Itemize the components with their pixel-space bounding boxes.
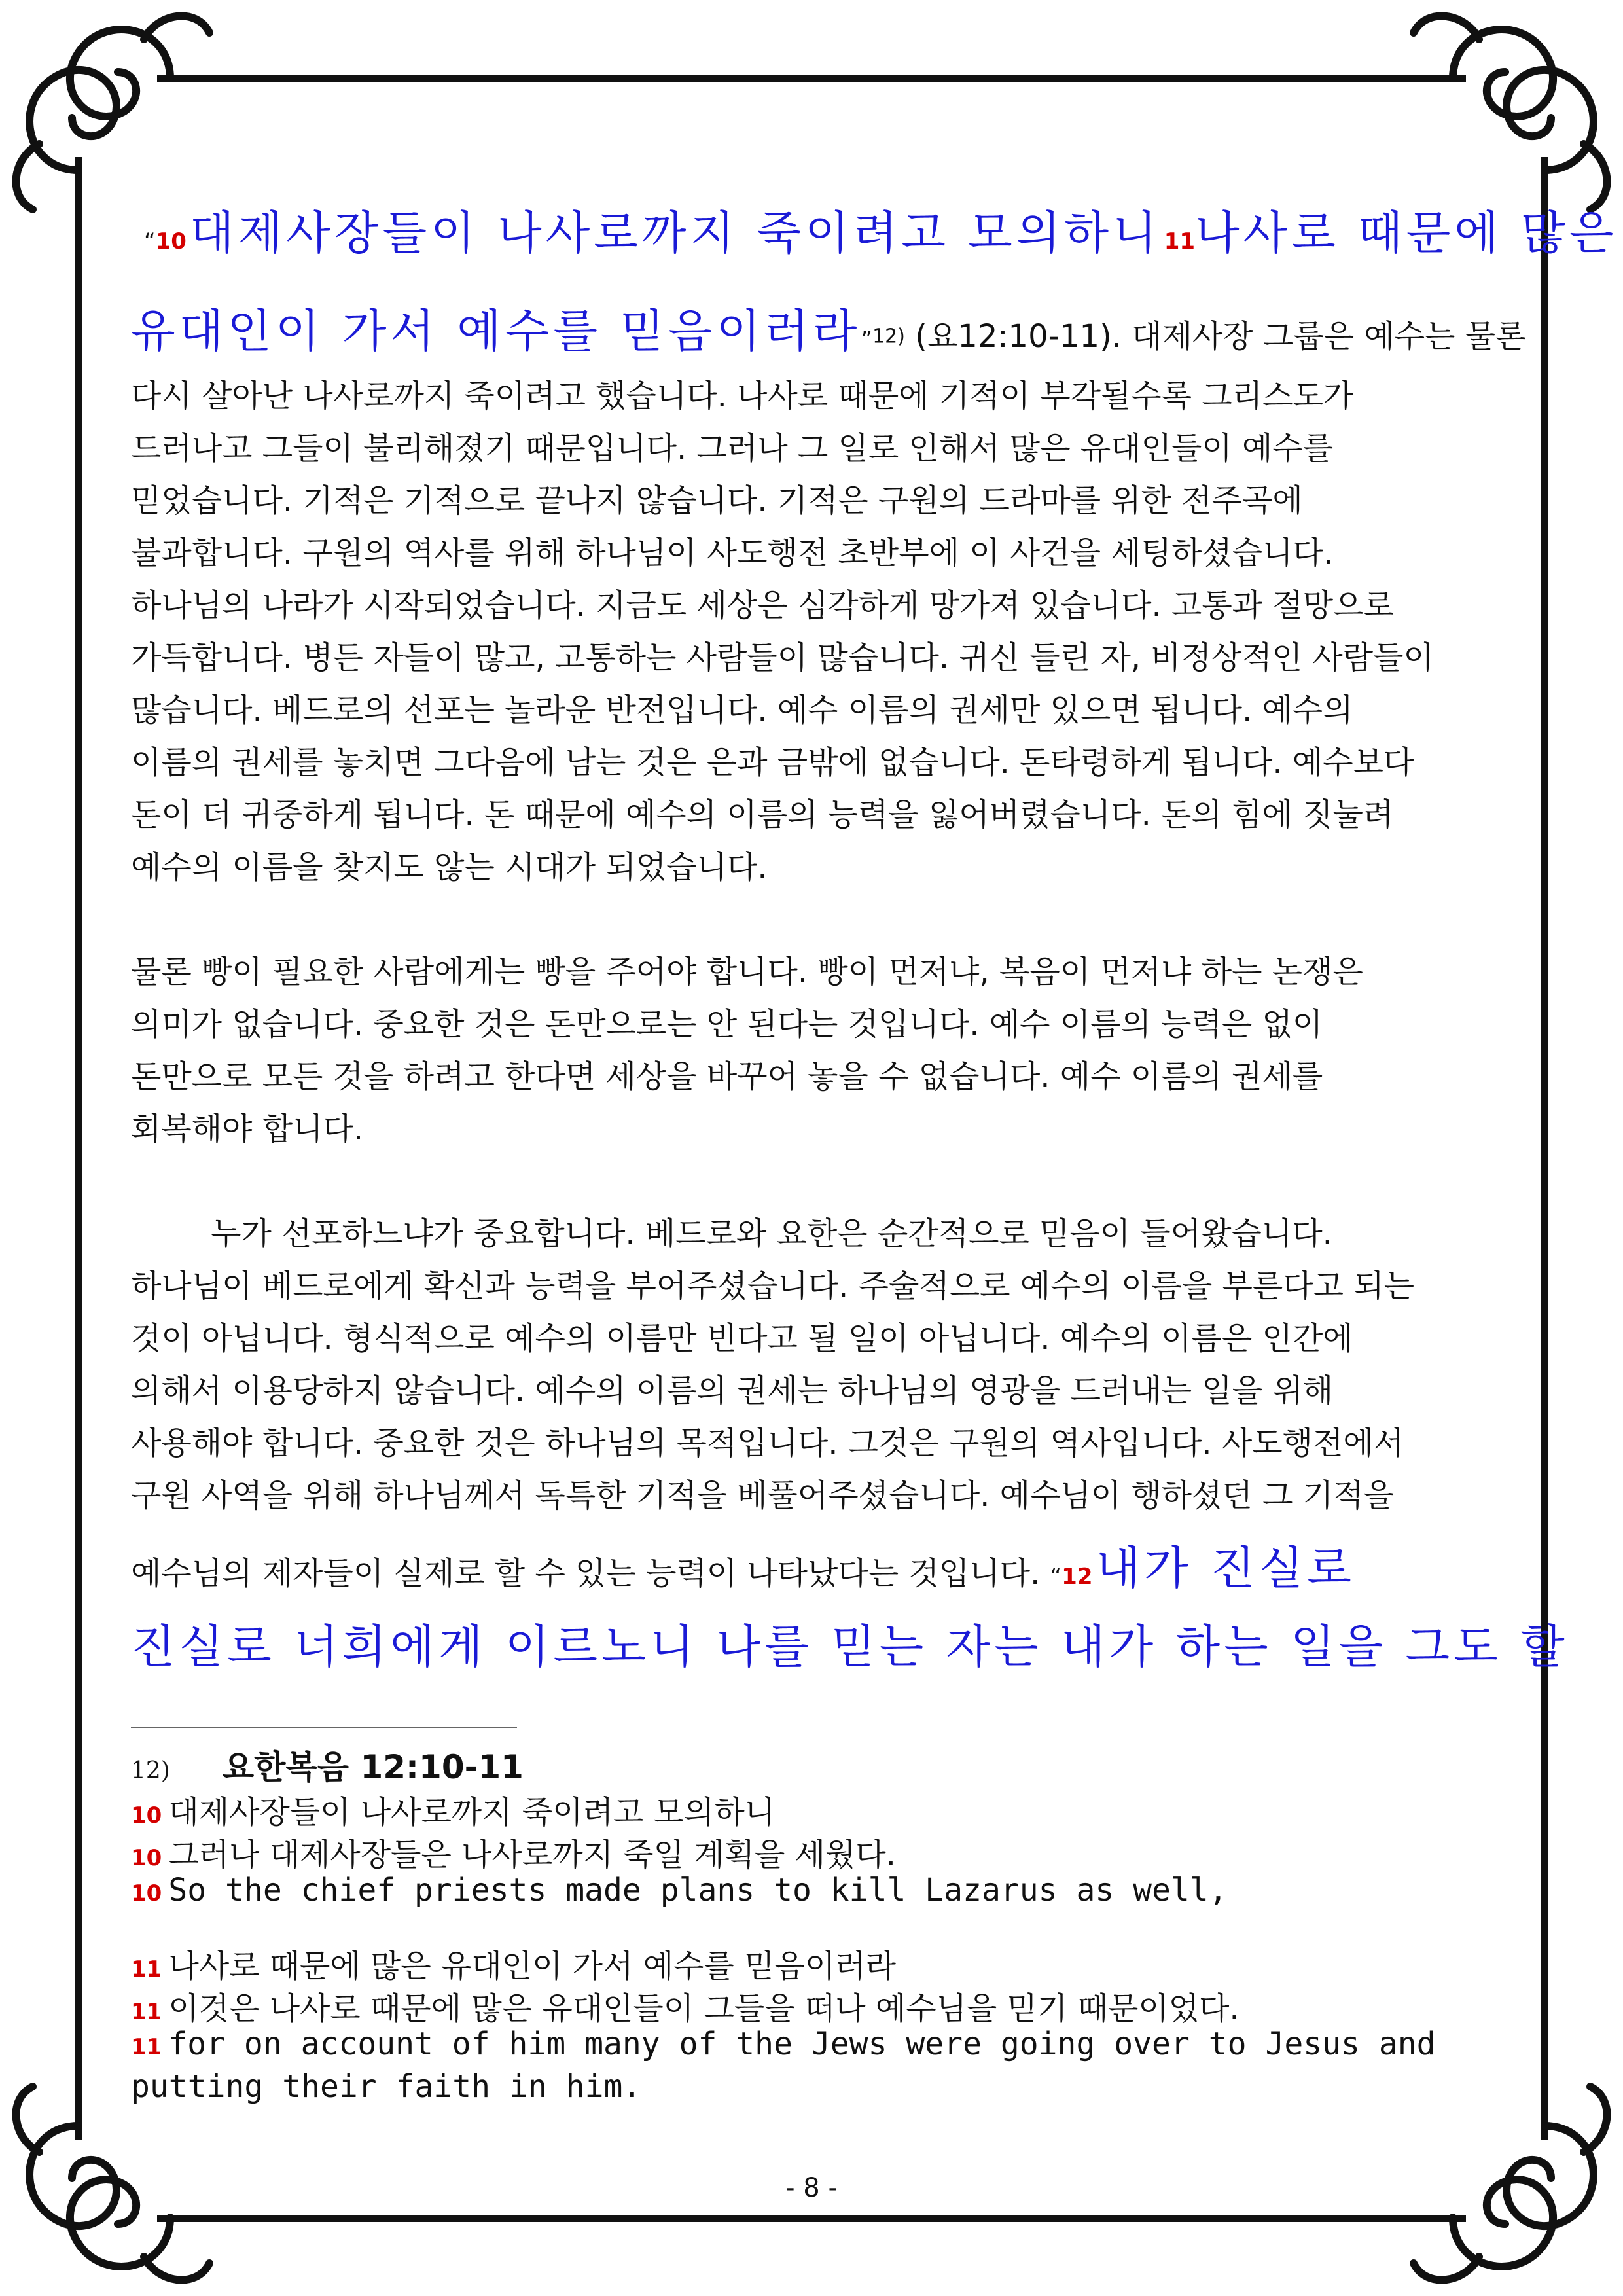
footnote-line <box>131 1787 775 1832</box>
footnote-separator <box>131 1727 517 1728</box>
verse-11-highlight-b: 유대인이 가서 예수를 믿음이러라 <box>131 304 861 358</box>
body-line: 많습니다. 베드로의 선포는 놀라운 반전입니다. 예수 이름의 권세만 있으면 됩니다. 예수의 <box>131 692 1353 728</box>
footnote-line <box>131 1872 1228 1909</box>
paragraph-1 <box>131 370 1434 893</box>
footnote-line-text: So the chief priests made plans to kill Lazarus as well, <box>168 1872 1228 1909</box>
corner-flourish-top-right <box>1414 16 1607 209</box>
footnote-verse-number: 10 <box>131 1845 162 1871</box>
body-line: 이름의 권세를 놓치면 그다음에 남는 것은 은과 금밖에 없습니다. 돈타령하게 됩니다. 예수보다 <box>131 744 1414 781</box>
body-line: 가득합니다. 병든 자들이 많고, 고통하는 사람들이 많습니다. 귀신 들린 자, 비정상적인 사람들이 <box>131 639 1434 676</box>
body-line: 다시 살아난 나사로까지 죽이려고 했습니다. 나사로 때문에 기적이 부각될수록 그리스도가 <box>131 378 1354 414</box>
verse-number-12: 12 <box>1061 1564 1093 1590</box>
body-line: 하나님의 나라가 시작되었습니다. 지금도 세상은 심각하게 망가져 있습니다. 고통과 절망으로 <box>131 587 1394 624</box>
footnote-heading-line <box>131 1741 524 1788</box>
body-line: 누가 선포하느냐가 중요합니다. 베드로와 요한은 순간적으로 믿음이 들어왔습니다. <box>131 1215 1332 1252</box>
body-line: 의해서 이용당하지 않습니다. 예수의 이름의 권세는 하나님의 영광을 드러내는 일을 위해 <box>131 1372 1334 1409</box>
footnote-line-text: 이것은 나사로 때문에 많은 유대인들이 그들을 떠나 예수님을 믿기 때문이었다. <box>168 1990 1240 2027</box>
body-line: 드러나고 그들이 불리해졌기 때문입니다. 그러나 그 일로 인해서 많은 유대인들이 예수를 <box>131 430 1334 467</box>
body-line: 사용해야 합니다. 중요한 것은 하나님의 목적입니다. 그것은 구원의 역사입니다. 사도행전에서 <box>131 1425 1404 1462</box>
intro-after-quote: (요12:10-11). 대제사장 그룹은 예수는 물론 <box>904 318 1526 355</box>
footnote-verse-number: 11 <box>131 1999 162 2025</box>
body-line: 믿었습니다. 기적은 기적으로 끝나지 않습니다. 기적은 구원의 드라마를 위한 전주곡에 <box>131 482 1303 519</box>
paragraph-3 <box>131 1208 1414 1522</box>
footnote-verse-number: 10 <box>131 1880 162 1907</box>
verse-10-highlight: 대제사장들이 나사로까지 죽이려고 모의하니 <box>190 206 1161 260</box>
footnote-continuation <box>131 2068 641 2105</box>
body-line: 예수님의 제자들이 실제로 할 수 있는 능력이 나타났다는 것입니다. <box>131 1555 1050 1592</box>
intro-line-1 <box>144 196 1617 262</box>
footnote-line <box>131 2026 1436 2062</box>
footnote-verse-number: 11 <box>131 1956 162 1982</box>
body-line: 의미가 없습니다. 중요한 것은 돈만으로는 안 된다는 것입니다. 예수 이름의 능력은 없이 <box>131 1006 1323 1043</box>
paragraph-3-last-line <box>131 1532 1355 1598</box>
footnote-ref-12[interactable]: 12) <box>872 325 905 348</box>
verse-12-highlight-b: 진실로 너희에게 이르노니 나를 믿는 자는 내가 하는 일을 그도 할 <box>131 1620 1569 1674</box>
body-line: 회복해야 합니다. <box>131 1111 364 1147</box>
corner-flourish-top-left <box>16 16 209 209</box>
close-quote: ” <box>861 327 873 353</box>
body-line: 돈이 더 귀중하게 됩니다. 돈 때문에 예수의 이름의 능력을 잃어버렸습니다. 돈의 힘에 짓눌려 <box>131 797 1394 833</box>
footnote-line <box>131 1983 1240 2028</box>
verse-12-line-2 <box>131 1610 1569 1676</box>
footnote-line-text: 대제사장들이 나사로까지 죽이려고 모의하니 <box>168 1794 776 1831</box>
footnote-line-text: putting their faith in him. <box>131 2068 642 2105</box>
body-line: 돈만으로 모든 것을 하려고 한다면 세상을 바꾸어 놓을 수 없습니다. 예수 이름의 권세를 <box>131 1058 1323 1095</box>
body-line: 물론 빵이 필요한 사람에게는 빵을 주어야 합니다. 빵이 먼저냐, 복음이 먼저냐 하는 논쟁은 <box>131 954 1363 990</box>
paragraph-2 <box>131 946 1363 1155</box>
body-line: 예수의 이름을 찾지도 않는 시대가 되었습니다. <box>131 849 768 886</box>
footnote-line-text: for on account of him many of the Jews were going over to Jesus and <box>168 2026 1436 2062</box>
footnote-line-text: 그러나 대제사장들은 나사로까지 죽일 계획을 세웠다. <box>168 1837 896 1873</box>
body-line: 하나님이 베드로에게 확신과 능력을 부어주셨습니다. 주술적으로 예수의 이름을 부른다고 되는 <box>131 1268 1414 1304</box>
footnote-number: 12) <box>131 1757 170 1784</box>
footnote-line <box>131 1829 896 1874</box>
page-number: - 8 - <box>785 2173 838 2203</box>
body-line: 구원 사역을 위해 하나님께서 독특한 기적을 베풀어주셨습니다. 예수님이 행하셨던 그 기적을 <box>131 1477 1394 1514</box>
footnote-verse-number: 11 <box>131 2034 162 2060</box>
footnote-line-text: 나사로 때문에 많은 유대인이 가서 예수를 믿음이러라 <box>168 1948 896 1984</box>
open-quote-12: “ <box>1050 1564 1062 1590</box>
verse-11-highlight-a: 나사로 때문에 많은 <box>1195 206 1618 260</box>
footnote-heading: 요한복음 12:10-11 <box>222 1748 524 1786</box>
intro-line-2 <box>131 295 1525 361</box>
verse-number-10: 10 <box>155 228 187 255</box>
footnote-line <box>131 1941 896 1986</box>
verse-12-highlight-a: 내가 진실로 <box>1096 1541 1355 1595</box>
body-line: 것이 아닙니다. 형식적으로 예수의 이름만 빈다고 될 일이 아닙니다. 예수의 이름은 인간에 <box>131 1320 1353 1357</box>
footnote-verse-number: 10 <box>131 1803 162 1829</box>
body-line: 불과합니다. 구원의 역사를 위해 하나님이 사도행전 초반부에 이 사건을 세팅하셨습니다. <box>131 535 1334 571</box>
verse-number-11: 11 <box>1164 228 1196 255</box>
open-quote: “ <box>144 228 156 255</box>
